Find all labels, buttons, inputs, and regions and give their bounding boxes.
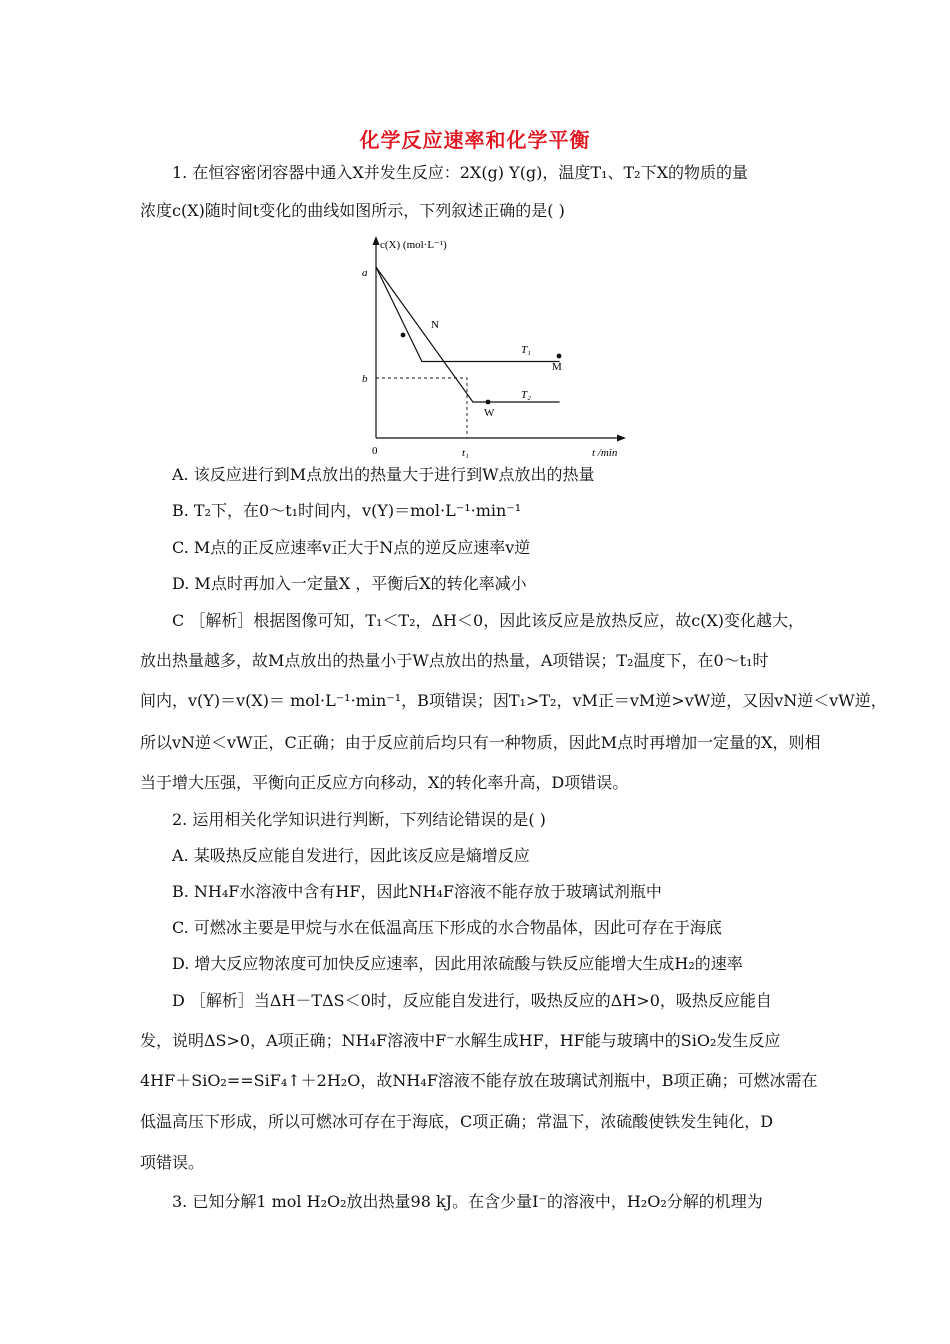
chart-svg (340, 232, 640, 464)
q2-analysis-line-2: 发，说明ΔS>0，A项正确；NH₄F溶液中F⁻水解生成HF，HF能与玻璃中的SiO₂发生反应 (140, 1031, 781, 1050)
q1-analysis-line-2: 放出热量越多，故M点放出的热量小于W点放出的热量，A项错误；T₂温度下，在0～t₁时 (140, 651, 769, 670)
q1-analysis-line-1: C ［解析］根据图像可知，T₁＜T₂，ΔH＜0，因此该反应是放热反应，故c(X)变化越大， (172, 611, 805, 630)
q1-analysis-line-3: 间内，v(Y)＝v(X)＝ mol·L⁻¹·min⁻¹，B项错误；因T₁>T₂，vM正＝vM逆>vW逆，又因vN逆＜vW逆， (140, 691, 887, 710)
label-w: W (484, 407, 495, 419)
q2-analysis-line-1: D ［解析］当ΔH－TΔS＜0时，反应能自发进行，吸热反应的ΔH>0，吸热反应能自 (172, 991, 772, 1010)
q2-analysis-line-4: 低温高压下形成，所以可燃冰可存在于海底，C项正确；常温下，浓硫酸使铁发生钝化，D (140, 1112, 774, 1131)
b-dashed-guide (376, 378, 467, 438)
q2-analysis-line-5: 项错误。 (140, 1153, 205, 1172)
q1-option-a: A. 该反应进行到M点放出的热量大于进行到W点放出的热量 (172, 465, 595, 484)
q2-option-c: C. 可燃冰主要是甲烷与水在低温高压下形成的水合物晶体，因此可存在于海底 (172, 918, 722, 937)
label-t2: T₂ (521, 389, 531, 401)
q1-stem-line-2: 浓度c(X)随时间t变化的曲线如图所示，下列叙述正确的是( ) (140, 201, 565, 220)
point-w (486, 400, 491, 405)
y-tick-b: b (362, 373, 368, 385)
q1-option-d: D. M点时再加入一定量X ，平衡后X的转化率减小 (172, 574, 527, 593)
page-title: 化学反应速率和化学平衡 (359, 128, 591, 152)
q1-option-c: C. M点的正反应速率v正大于N点的逆反应速率v逆 (172, 538, 531, 557)
series-t1-line (376, 267, 560, 362)
q2-option-a: A. 某吸热反应能自发进行，因此该反应是熵增反应 (172, 846, 530, 865)
origin-label: 0 (372, 445, 378, 457)
label-n: N (431, 319, 439, 331)
x-tick-t1: t₁ (462, 447, 469, 459)
y-axis-arrow (373, 236, 380, 245)
label-m: M (552, 361, 562, 373)
q2-stem: 2. 运用相关化学知识进行判断，下列结论错误的是( ) (172, 810, 546, 829)
q2-option-b: B. NH₄F水溶液中含有HF，因此NH₄F溶液不能存放于玻璃试剂瓶中 (172, 882, 662, 901)
x-axis-arrow (617, 435, 626, 442)
q2-option-d: D. 增大反应物浓度可加快反应速率，因此用浓硫酸与铁反应能增大生成H₂的速率 (172, 954, 743, 973)
label-t1: T₁ (521, 344, 531, 356)
concentration-time-chart (340, 232, 640, 464)
y-axis-label: c(X) (mol·L⁻¹) (380, 239, 447, 251)
q1-stem-line-1: 1. 在恒容密闭容器中通入X并发生反应：2X(g) Y(g)，温度T₁、T₂下X的物质的量 (172, 163, 748, 182)
q3-stem: 3. 已知分解1 mol H₂O₂放出热量98 kJ。在含少量I⁻的溶液中，H₂O₂分解的机理为 (172, 1192, 763, 1211)
point-n (401, 333, 406, 338)
q1-option-b: B. T₂下，在0～t₁时间内，v(Y)＝mol·L⁻¹·min⁻¹ (172, 501, 522, 520)
q1-analysis-line-5: 当于增大压强，平衡向正反应方向移动，X的转化率升高，D项错误。 (140, 773, 629, 792)
point-m (557, 354, 562, 359)
q1-analysis-line-4: 所以vN逆＜vW正，C正确；由于反应前后均只有一种物质，因此M点时再增加一定量的X，则相 (140, 733, 821, 752)
q2-analysis-line-3: 4HF＋SiO₂==SiF₄↑＋2H₂O，故NH₄F溶液不能存放在玻璃试剂瓶中，B项正确；可燃冰需在 (140, 1071, 818, 1090)
y-tick-a: a (362, 267, 368, 279)
x-axis-label: t /min (592, 447, 618, 459)
